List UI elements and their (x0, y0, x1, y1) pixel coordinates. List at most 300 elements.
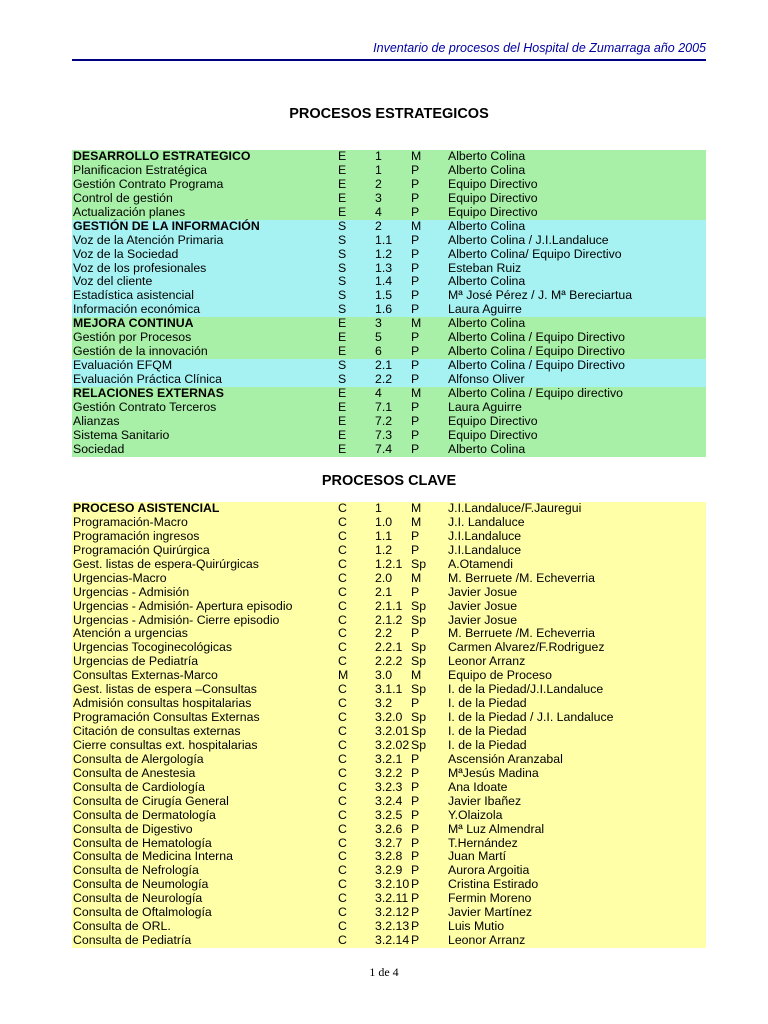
header-rule (72, 59, 706, 61)
process-code: 3.2.9 (375, 863, 403, 878)
table-row (72, 544, 706, 558)
process-kind: P (411, 905, 420, 920)
process-name: MEJORA CONTINUA (73, 316, 194, 331)
process-kind: Sp (411, 724, 427, 738)
process-kind: P (411, 821, 420, 836)
process-type: C (338, 682, 347, 697)
process-responsible: Leonor Arranz (448, 654, 526, 669)
process-kind: M (411, 514, 422, 529)
process-responsible: Mª José Pérez / J. Mª Bereciartua (448, 288, 633, 303)
table-row (72, 572, 706, 586)
process-kind: P (411, 358, 420, 373)
process-type: C (338, 626, 347, 641)
process-name: Consulta de Cirugía General (73, 793, 229, 808)
process-kind: Sp (411, 612, 427, 627)
process-kind: P (411, 779, 420, 794)
process-code: 3.2.10 (375, 877, 410, 892)
process-name: Estadística asistencial (73, 288, 194, 303)
process-type: E (338, 316, 347, 331)
table-row (72, 317, 706, 331)
process-type: S (338, 218, 347, 233)
process-name: Consulta de Anestesia (73, 765, 196, 780)
process-type: C (338, 654, 347, 669)
process-responsible: Alfonso Oliver (448, 372, 525, 386)
process-type: E (338, 162, 347, 177)
process-code: 7.3 (375, 427, 393, 442)
process-kind: P (411, 302, 420, 317)
process-type: E (338, 330, 347, 345)
process-name: Urgencias - Admisión- Cierre episodio (73, 612, 280, 627)
process-name: GESTIÓN DE LA INFORMACIÓN (73, 218, 260, 233)
process-kind: P (411, 344, 420, 359)
table-row (72, 627, 706, 641)
process-name: Consulta de Alergología (73, 751, 204, 766)
process-code: 3.2.11 (375, 891, 409, 906)
process-responsible: Alberto Colina / Equipo Directivo (448, 358, 626, 373)
process-responsible: J.I.Landaluce (448, 542, 522, 557)
process-responsible: Aurora Argoitia (448, 863, 530, 878)
table-row (72, 289, 706, 303)
process-code: 3.2.6 (375, 821, 403, 836)
table-row (72, 387, 706, 401)
process-responsible: Javier Ibañez (448, 793, 522, 808)
process-code: 1.2.1 (375, 556, 403, 571)
process-name: Urgencias - Admisión (73, 584, 190, 599)
process-name: Gest. listas de espera –Consultas (73, 682, 257, 697)
process-kind: P (411, 807, 420, 822)
process-code: 4 (375, 204, 382, 219)
process-responsible: J.I.Landaluce (448, 528, 522, 543)
table-row (72, 220, 706, 234)
table-row (72, 767, 706, 781)
table-row (72, 683, 706, 697)
process-type: C (338, 514, 347, 529)
process-type: C (338, 919, 347, 934)
process-kind: Sp (411, 640, 427, 655)
process-type: C (338, 849, 347, 864)
process-name: Gestión Contrato Programa (73, 176, 224, 191)
process-kind: P (411, 863, 420, 878)
process-responsible: Y.Olaizola (448, 807, 503, 822)
process-name: Voz de los profesionales (73, 260, 207, 275)
process-code: 1.4 (375, 274, 393, 289)
process-kind: P (411, 162, 420, 177)
process-responsible: Alberto Colina (448, 274, 526, 289)
process-code: 7.4 (375, 441, 393, 456)
process-name: Evaluación Práctica Clínica (73, 372, 222, 386)
process-name: Consulta de Medicina Interna (73, 849, 233, 864)
process-name: Alianzas (73, 413, 120, 428)
section-title-estrategicos: PROCESOS ESTRATEGICOS (289, 106, 489, 122)
table-row (72, 878, 706, 892)
process-type: C (338, 765, 347, 780)
process-code: 1.1 (375, 528, 393, 543)
process-type: E (338, 427, 347, 442)
process-name: RELACIONES EXTERNAS (73, 385, 224, 400)
process-name: Consulta de Hematología (73, 835, 212, 850)
process-type: E (338, 385, 347, 400)
process-type: C (338, 835, 347, 850)
process-type: M (338, 668, 349, 683)
process-responsible: I. de la Piedad/J.I.Landaluce (448, 682, 604, 697)
process-name: Evaluación EFQM (73, 358, 173, 373)
process-responsible: M. Berruete /M. Echeverria (448, 626, 595, 641)
process-responsible: Carmen Alvarez/F.Rodriguez (448, 640, 605, 655)
process-responsible: Alberto Colina (448, 149, 526, 163)
process-name: Admisión consultas hospitalarias (73, 696, 252, 711)
process-code: 1.2 (375, 542, 393, 557)
process-code: 1.2 (375, 246, 393, 261)
process-responsible: Esteban Ruiz (448, 260, 522, 275)
process-type: S (338, 358, 347, 373)
process-responsible: Alberto Colina (448, 162, 526, 177)
table-row (72, 600, 706, 614)
process-kind: P (411, 372, 420, 386)
process-code: 7.2 (375, 413, 393, 428)
process-responsible: Alberto Colina/ Equipo Directivo (448, 246, 622, 261)
table-row (72, 443, 706, 457)
process-code: 5 (375, 330, 382, 345)
process-code: 3.0 (375, 668, 393, 683)
process-kind: P (411, 877, 420, 892)
process-name: Voz de la Sociedad (73, 246, 179, 261)
process-kind: Sp (411, 556, 427, 571)
table-row (72, 697, 706, 711)
process-kind: P (411, 584, 420, 599)
process-kind: P (411, 441, 420, 456)
process-name: Programación Quirúrgica (73, 542, 210, 557)
process-type: E (338, 176, 347, 191)
process-responsible: T.Hernández (448, 835, 518, 850)
table-row (72, 711, 706, 725)
process-kind: Sp (411, 682, 427, 697)
process-type: C (338, 696, 347, 711)
process-name: Información económica (73, 302, 201, 317)
process-type: C (338, 821, 347, 836)
process-responsible: J.I.Landaluce/F.Jauregui (448, 501, 582, 515)
process-type: E (338, 413, 347, 428)
table-row (72, 669, 706, 683)
process-kind: Sp (411, 737, 427, 752)
process-code: 3.2.14 (375, 933, 410, 948)
process-kind: P (411, 891, 420, 906)
process-code: 3.2.1 (375, 751, 403, 766)
process-code: 1 (375, 162, 382, 177)
process-kind: M (411, 570, 422, 585)
process-code: 2.0 (375, 570, 393, 585)
process-code: 2.2 (375, 372, 393, 386)
process-code: 3.2.3 (375, 779, 403, 794)
process-responsible: Alberto Colina (448, 441, 526, 456)
table-row (72, 234, 706, 248)
process-name: Consulta de Neumología (73, 877, 209, 892)
process-type: C (338, 640, 347, 655)
process-type: S (338, 372, 347, 386)
process-code: 3 (375, 190, 382, 205)
process-kind: P (411, 528, 420, 543)
process-type: C (338, 598, 347, 613)
process-kind: P (411, 427, 420, 442)
process-kind: P (411, 176, 420, 191)
process-type: C (338, 612, 347, 627)
table-row (72, 516, 706, 530)
process-responsible: Equipo Directivo (448, 204, 538, 219)
process-code: 3.2.8 (375, 849, 403, 864)
process-code: 3 (375, 316, 382, 331)
process-name: Voz de la Atención Primaria (73, 232, 224, 247)
process-code: 3.1.1 (375, 682, 403, 697)
process-code: 2.1 (375, 358, 393, 373)
process-name: Cierre consultas ext. hospitalarias (73, 737, 258, 752)
process-kind: P (411, 835, 420, 850)
table-row (72, 725, 706, 739)
process-type: C (338, 905, 347, 920)
table-row (72, 892, 706, 906)
table-estrategicos (72, 150, 706, 457)
process-name: Planificacion Estratégica (73, 162, 207, 177)
process-code: 7.1 (375, 399, 393, 414)
process-responsible: Alberto Colina / Equipo Directivo (448, 344, 626, 359)
process-type: C (338, 724, 347, 738)
process-type: C (338, 863, 347, 878)
process-responsible: Javier Josue (448, 584, 518, 599)
process-type: S (338, 274, 347, 289)
process-name: Citación de consultas externas (73, 724, 241, 738)
process-kind: P (411, 399, 420, 414)
process-code: 1 (375, 149, 382, 163)
process-type: C (338, 501, 347, 515)
process-type: C (338, 542, 347, 557)
process-kind: P (411, 260, 420, 275)
process-name: Consulta de Pediatría (73, 933, 192, 948)
process-code: 3.2.4 (375, 793, 403, 808)
process-code: 2.2.2 (375, 654, 403, 669)
process-kind: P (411, 793, 420, 808)
process-name: Sociedad (73, 441, 125, 456)
process-kind: P (411, 330, 420, 345)
table-row (72, 429, 706, 443)
process-kind: M (411, 218, 422, 233)
process-name: PROCESO ASISTENCIAL (73, 501, 220, 515)
process-kind: M (411, 149, 422, 163)
process-code: 3.2.7 (375, 835, 403, 850)
process-kind: P (411, 849, 420, 864)
process-type: C (338, 556, 347, 571)
table-row (72, 641, 706, 655)
process-kind: P (411, 933, 420, 948)
process-name: Actualización planes (73, 204, 186, 219)
process-kind: P (411, 542, 420, 557)
table-row (72, 359, 706, 373)
process-responsible: M. Berruete /M. Echeverria (448, 570, 595, 585)
process-kind: P (411, 288, 420, 303)
process-code: 3.2.02 (375, 737, 410, 752)
process-responsible: Cristina Estirado (448, 877, 539, 892)
process-responsible: Equipo Directivo (448, 413, 538, 428)
process-type: E (338, 344, 347, 359)
table-row (72, 415, 706, 429)
process-responsible: Mª Luz Almendral (448, 821, 545, 836)
table-row (72, 303, 706, 317)
process-type: E (338, 204, 347, 219)
process-responsible: I. de la Piedad (448, 696, 527, 711)
process-name: Gestión Contrato Terceros (73, 399, 217, 414)
process-responsible: I. de la Piedad (448, 737, 527, 752)
process-code: 6 (375, 344, 382, 359)
process-code: 2.1 (375, 584, 393, 599)
process-responsible: Luis Mutio (448, 919, 505, 934)
table-row (72, 823, 706, 837)
process-responsible: Ascensión Aranzabal (448, 751, 563, 766)
process-name: Consulta de Dermatología (73, 807, 216, 822)
process-code: 3.2 (375, 696, 393, 711)
process-responsible: Ana Idoate (448, 779, 508, 794)
process-responsible: Laura Aguirre (448, 399, 522, 414)
process-name: DESARROLLO ESTRATEGICO (73, 149, 251, 163)
process-type: C (338, 584, 347, 599)
process-kind: P (411, 919, 420, 934)
document-header: Inventario de procesos del Hospital de Zumarraga año 2005 (373, 41, 706, 55)
table-row (72, 248, 706, 262)
process-kind: M (411, 501, 422, 515)
process-code: 1.1 (375, 232, 393, 247)
process-kind: P (411, 232, 420, 247)
process-name: Gestión por Procesos (73, 330, 192, 345)
table-row (72, 864, 706, 878)
table-row (72, 920, 706, 934)
table-row (72, 850, 706, 864)
table-row (72, 373, 706, 387)
table-row (72, 781, 706, 795)
process-type: S (338, 232, 347, 247)
table-row (72, 331, 706, 345)
table-row (72, 586, 706, 600)
process-type: S (338, 288, 347, 303)
process-responsible: MªJesús Madina (448, 765, 539, 780)
process-kind: P (411, 765, 420, 780)
process-type: S (338, 246, 347, 261)
process-name: Consulta de Digestivo (73, 821, 193, 836)
table-row (72, 906, 706, 920)
process-code: 2 (375, 176, 382, 191)
process-kind: P (411, 274, 420, 289)
page-number: 1 de 4 (369, 965, 399, 979)
table-row (72, 401, 706, 415)
process-type: S (338, 302, 347, 317)
process-kind: M (411, 385, 422, 400)
process-code: 2.1.2 (375, 612, 403, 627)
process-name: Programación Consultas Externas (73, 710, 260, 725)
process-name: Atención a urgencias (73, 626, 188, 641)
table-row (72, 558, 706, 572)
process-name: Consulta de Neurología (73, 891, 203, 906)
table-clave (72, 502, 706, 948)
table-row (72, 150, 706, 164)
process-type: C (338, 793, 347, 808)
process-type: C (338, 737, 347, 752)
process-responsible: Alberto Colina / Equipo directivo (448, 385, 623, 400)
process-responsible: Laura Aguirre (448, 302, 522, 317)
process-kind: P (411, 626, 420, 641)
process-name: Gestión de la innovación (73, 344, 208, 359)
process-type: C (338, 807, 347, 822)
process-type: S (338, 260, 347, 275)
process-type: E (338, 149, 347, 163)
process-name: Gest. listas de espera-Quirúrgicas (73, 556, 259, 571)
process-kind: Sp (411, 654, 427, 669)
process-responsible: Javier Josue (448, 612, 518, 627)
process-kind: P (411, 696, 420, 711)
process-kind: P (411, 751, 420, 766)
process-type: C (338, 877, 347, 892)
process-name: Consulta de Nefrología (73, 863, 199, 878)
process-kind: P (411, 204, 420, 219)
process-name: Programación ingresos (73, 528, 200, 543)
table-row (72, 614, 706, 628)
process-code: 3.2.2 (375, 765, 403, 780)
process-type: C (338, 570, 347, 585)
process-code: 3.2.01 (375, 724, 410, 738)
table-row (72, 809, 706, 823)
process-kind: P (411, 413, 420, 428)
process-responsible: Alberto Colina / Equipo Directivo (448, 330, 626, 345)
process-type: C (338, 751, 347, 766)
table-row (72, 837, 706, 851)
process-kind: P (411, 190, 420, 205)
table-row (72, 345, 706, 359)
process-responsible: Equipo Directivo (448, 190, 538, 205)
process-responsible: Javier Josue (448, 598, 518, 613)
table-row (72, 206, 706, 220)
process-code: 3.2.5 (375, 807, 403, 822)
process-name: Urgencias de Pediatría (73, 654, 199, 669)
process-responsible: Equipo Directivo (448, 427, 538, 442)
process-responsible: I. de la Piedad (448, 724, 527, 738)
section-title-clave: PROCESOS CLAVE (321, 473, 457, 489)
process-code: 3.2.12 (375, 905, 410, 920)
process-name: Programación-Macro (73, 514, 188, 529)
table-row (72, 795, 706, 809)
process-name: Consultas Externas-Marco (73, 668, 218, 683)
process-name: Control de gestión (73, 190, 173, 205)
process-code: 1.5 (375, 288, 393, 303)
process-name: Consulta de Cardiología (73, 779, 205, 794)
table-row (72, 934, 706, 948)
table-row (72, 178, 706, 192)
process-code: 3.2.13 (375, 919, 410, 934)
process-kind: M (411, 668, 422, 683)
process-name: Consulta de Oftalmología (73, 905, 212, 920)
table-row (72, 739, 706, 753)
process-type: E (338, 441, 347, 456)
process-responsible: J.I. Landaluce (448, 514, 525, 529)
process-responsible: Juan Martí (448, 849, 507, 864)
process-code: 4 (375, 385, 382, 400)
process-code: 2.2 (375, 626, 393, 641)
process-responsible: Alberto Colina / J.I.Landaluce (448, 232, 609, 247)
process-name: Voz del cliente (73, 274, 153, 289)
process-code: 2 (375, 218, 382, 233)
process-code: 1.0 (375, 514, 393, 529)
table-row (72, 753, 706, 767)
table-row (72, 192, 706, 206)
process-responsible: Fermin Moreno (448, 891, 532, 906)
process-name: Consulta de ORL. (73, 919, 171, 934)
process-type: E (338, 399, 347, 414)
process-code: 1.6 (375, 302, 393, 317)
process-name: Urgencias-Macro (73, 570, 167, 585)
process-code: 2.1.1 (375, 598, 403, 613)
